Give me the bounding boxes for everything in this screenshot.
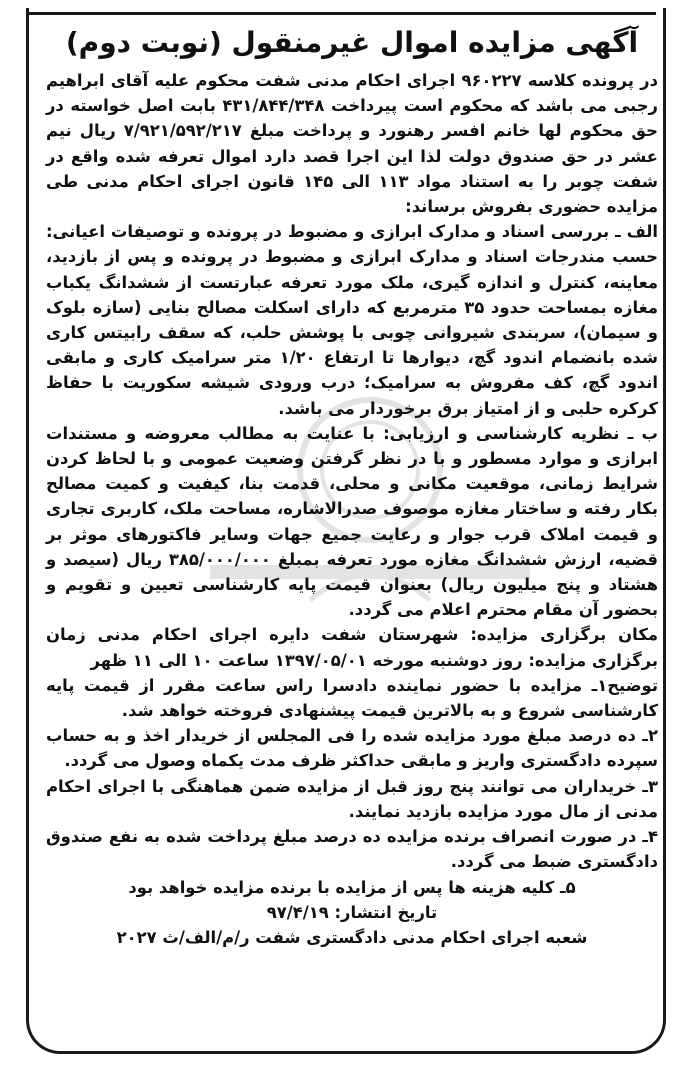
note-item-4: ۴ـ در صورت انصراف برنده مزایده ده درصد مبلغ پرداخت شده به نفع صندوق دادگستری ضبط می گردد. <box>46 827 658 872</box>
note-item-3: ۳ـ خریداران می توانند پنج روز قبل از مزایده ضمن هماهنگی با اجرای احکام مدنی از مال مورد مزایده بازدید نمایند. <box>46 776 658 821</box>
auction-notice <box>46 22 658 950</box>
notice-title: آگهی مزایده اموال غیرمنقول (نوبت دوم) <box>65 26 639 59</box>
note-item-2: ۲ـ ده درصد مبلغ مورد مزایده شده را فی المجلس از خریدار اخذ و به حساب سپرده دادگستری واریز و مابقی حداکثر ظرف مدت یکماه وصول می گردد. <box>46 726 658 771</box>
issuer-signature: شعبه اجرای احکام مدنی دادگستری شفت ر/م/الف/ث ۲۰۲۷ <box>116 927 588 947</box>
publish-date: تاریخ انتشار: ۹۷/۴/۱۹ <box>266 902 438 922</box>
section-a-paragraph: الف ـ بررسی اسناد و مدارک ابرازی و مضبوط در پرونده و توصیفات اعیانی: حسب مندرجات اسناد و مدارک ابرازی و مضبوط در پرونده و پس از بازدید، معاینه، کنترل و اندازه گیری، ملک مورد تعرفه عبارتست از ششدانگ یکباب مغازه بمساحت حدود ۳۵ مترمربع که دارای اسکلت مصالح بنایی (سازه بلوک و سیمان)، سربندی شیروانی چوبی با پوشش حلب، که سقف رابیتس کاری شده بانضمام اندود گچ، دیوارها تا ارتفاع ۱/۲۰ متر سرامیک کاری و مابقی اندود گچ، کف مفروش به سرامیک؛ درب ورودی شیشه سکوریت با حفاظ کرکره حلبی و از امتیاز برق برخوردار می باشد. <box>46 222 658 418</box>
auction-place-time: مکان برگزاری مزایده: شهرستان شفت دایره اجرای احکام مدنی زمان برگزاری مزایده: روز دوشنبه مورخه ۱۳۹۷/۰۵/۰۱ ساعت ۱۰ الی ۱۱ ظهر <box>46 625 658 670</box>
note-item-1: توضیح۱ـ مزایده با حضور نماینده دادسرا راس ساعت مقرر از قیمت پایه کارشناسی شروع و به بالاترین قیمت پیشنهادی فروخته خواهد شد. <box>46 675 658 721</box>
section-b-paragraph: ب ـ نظریه کارشناسی و ارزیابی: با عنایت به مطالب معروضه و مستندات ابرازی و موارد مسطور و با در نظر گرفتن وضعیت عمومی و با لحاظ کردن شرایط زمانی، موقعیت مکانی و محلی، قدمت بنا، کیفیت و کمیت مصالح بکار رفته و ساختار مغازه موصوف صدرالاشاره، مساحت ملک، کاربری تجاری و قیمت املاک قرب جوار و رعایت جمیع جهات وسایر فاکتورهای موثر بر قضیه، ارزش ششدانگ مغازه مورد تعرفه بمبلغ ۳۸۵/۰۰۰/۰۰۰ ریال (سیصد و هشتاد و پنج میلیون ریال) بعنوان قیمت پایه کارشناسی تعیین و تقویم و بحضور آن مقام محترم اعلام می گردد. <box>46 423 658 620</box>
note-item-5: ۵ـ کلیه هزینه ها پس از مزایده با برنده مزایده خواهد بود <box>128 877 576 897</box>
intro-paragraph: در پرونده کلاسه ۹۶۰۲۲۷ اجرای احکام مدنی شفت محکوم علیه آقای ابراهیم رجبی می باشد که محکوم است پیرداخت ۴۳۱/۸۴۴/۳۴۸ بابت اصل خواسته در حق محکوم لها خانم افسر رهنورد و پرداخت مبلغ ۷/۹۲۱/۵۹۲/۲۱۷ ریال نیم عشر در حق صندوق دولت لذا این اجرا قصد دارد اموال تعرفه شده واقع در شفت چوبر را به استناد مواد ۱۱۳ الی ۱۴۵ قانون اجرای احکام مدنی طی مزایده حضوری بفروش برساند: <box>46 71 658 217</box>
